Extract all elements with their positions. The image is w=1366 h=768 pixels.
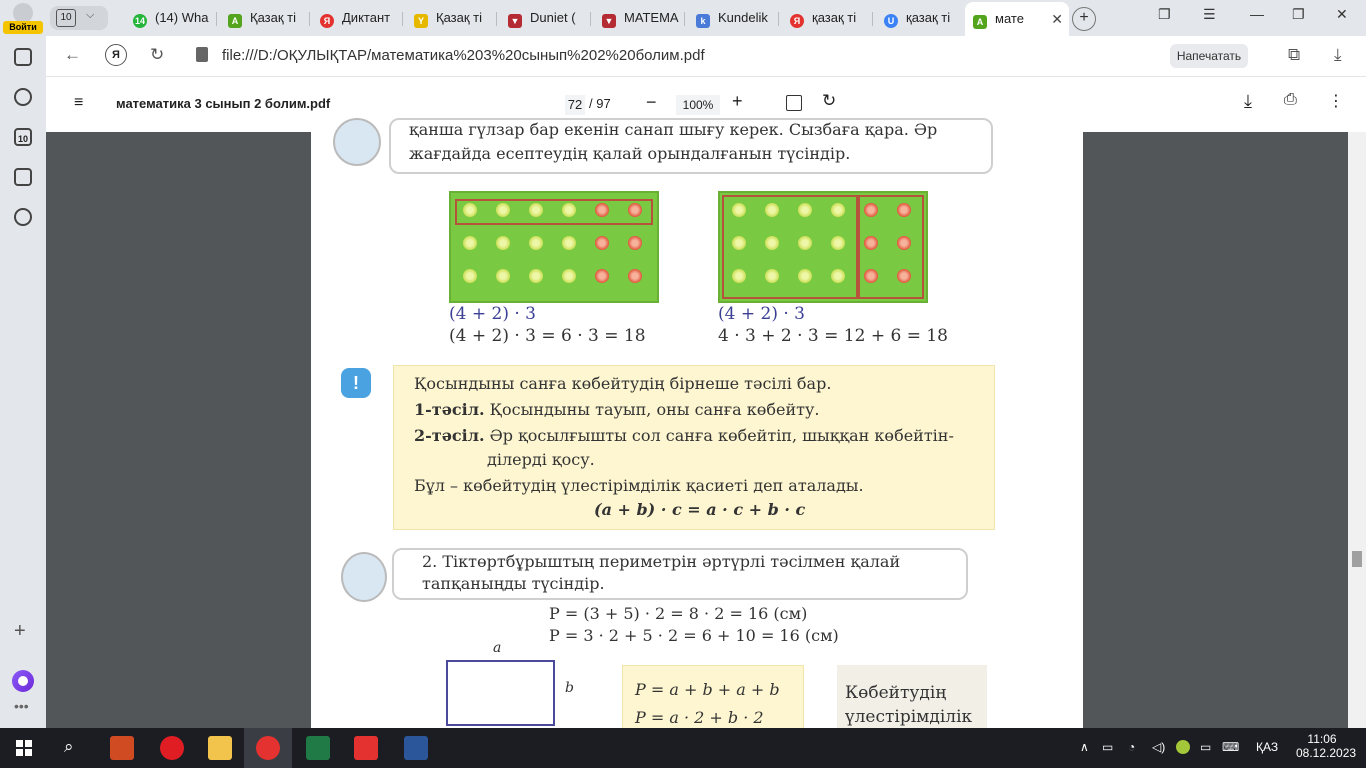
distributive-formula: (a + b) · c = a · c + b · c bbox=[594, 500, 806, 519]
whatsapp-icon: 14 bbox=[134, 16, 145, 26]
kundelik-icon: k bbox=[696, 14, 710, 28]
method-2-continuation: ділерді қосу. bbox=[487, 450, 595, 469]
task2-line-2: тапқаныңды түсіндір. bbox=[422, 574, 605, 593]
menu-icon[interactable]: ≡ bbox=[74, 94, 84, 111]
intro-bubble bbox=[389, 118, 993, 174]
right-calculation: 4 · 3 + 2 · 3 = 12 + 6 = 18 bbox=[718, 326, 948, 346]
page-total: / 97 bbox=[589, 96, 611, 111]
method-1-text: Қосындыны тауып, оны санға көбейту. bbox=[489, 400, 820, 419]
close-tab-icon[interactable]: ✕ bbox=[1051, 11, 1063, 27]
yandex-icon[interactable] bbox=[354, 736, 378, 760]
card-line-1: Көбейтудің bbox=[845, 683, 947, 703]
flower bbox=[831, 269, 845, 283]
flower bbox=[765, 236, 779, 250]
file-icon bbox=[196, 47, 208, 62]
tab-kazakh-3[interactable] bbox=[790, 6, 868, 30]
perimeter-method-1: P = (3 + 5) · 2 = 8 · 2 = 16 (см) bbox=[549, 604, 808, 623]
flower bbox=[765, 269, 779, 283]
network-icon[interactable]: ▭ bbox=[1102, 740, 1114, 754]
pdf-viewer bbox=[46, 120, 1348, 728]
flower bbox=[529, 203, 543, 217]
tab-label: мате bbox=[995, 11, 1024, 26]
sidebar bbox=[0, 36, 46, 728]
site-icon: ▼ bbox=[602, 14, 616, 28]
tab-strip bbox=[0, 0, 1366, 36]
tab-kundelik[interactable] bbox=[696, 6, 774, 30]
flower bbox=[496, 203, 510, 217]
flower bbox=[595, 269, 609, 283]
flower bbox=[798, 269, 812, 283]
tab-label: қазақ ті bbox=[906, 10, 951, 25]
time: 11:06 bbox=[1307, 732, 1337, 746]
flower bbox=[562, 236, 576, 250]
date: 08.12.2023 bbox=[1296, 746, 1357, 760]
flower bbox=[798, 203, 812, 217]
reload-icon[interactable]: ↻ bbox=[150, 45, 165, 64]
scroll-thumb[interactable] bbox=[1352, 551, 1362, 567]
profile-button[interactable] bbox=[0, 0, 46, 36]
pdf-title: математика 3 сынып 2 болим.pdf bbox=[116, 96, 331, 111]
tab-kazakh-2[interactable] bbox=[414, 6, 492, 30]
zoom-in-icon[interactable]: + bbox=[732, 91, 743, 111]
rotate-icon[interactable]: ↻ bbox=[822, 91, 837, 110]
method-2-text: Әр қосылғышты сол санға көбейтіп, шыққан көбейтін- bbox=[489, 426, 954, 445]
tab-count: 10 bbox=[56, 9, 76, 27]
minimize-icon[interactable]: — bbox=[1250, 6, 1264, 22]
rect-side-b: b bbox=[565, 680, 574, 696]
flower bbox=[628, 269, 642, 283]
tab-label: Қазақ ті bbox=[436, 10, 482, 25]
tab-label: Kundelik bbox=[718, 10, 768, 25]
chevron-up-icon[interactable]: ∧ bbox=[1080, 740, 1089, 754]
app-tray-icon[interactable] bbox=[1176, 740, 1190, 754]
file-explorer-icon[interactable] bbox=[208, 736, 232, 760]
share-icon[interactable]: ⧉ bbox=[1288, 45, 1301, 64]
perimeter-method-2: P = 3 · 2 + 5 · 2 = 6 + 10 = 16 (см) bbox=[549, 626, 839, 645]
left-calculation: (4 + 2) · 3 = 6 · 3 = 18 bbox=[449, 326, 646, 346]
flower bbox=[831, 203, 845, 217]
zoom-input[interactable]: 100% bbox=[676, 95, 720, 115]
yandex-button[interactable]: Я bbox=[105, 44, 127, 66]
url-field[interactable]: file:///D:/ОҚУЛЫҚТАР/математика%203%20сынып%202%20болим.pdf bbox=[222, 47, 705, 64]
intro-line-1: қанша гүлзар бар екенін санап шығу керек. Сызбаға қара. Әр bbox=[409, 120, 938, 139]
info-icon: ! bbox=[341, 368, 371, 398]
note-line-1: Қосындыны санға көбейтудің бірнеше тәсілі бар. bbox=[414, 374, 832, 393]
garden-left bbox=[449, 191, 659, 303]
print-icon[interactable]: ⎙ bbox=[1284, 91, 1297, 108]
flower bbox=[864, 203, 878, 217]
menu-icon[interactable]: ☰ bbox=[1203, 6, 1216, 22]
site-icon: U bbox=[884, 14, 898, 28]
flower bbox=[529, 236, 543, 250]
right-expression: (4 + 2) · 3 bbox=[718, 304, 805, 324]
history-icon[interactable] bbox=[14, 88, 32, 106]
close-window-icon[interactable]: ✕ bbox=[1336, 6, 1348, 22]
boy-avatar bbox=[341, 552, 387, 602]
add-icon[interactable]: + bbox=[14, 620, 26, 642]
tab-active-mate[interactable] bbox=[965, 2, 1069, 36]
girl-avatar bbox=[333, 118, 381, 166]
excel-icon[interactable] bbox=[306, 736, 330, 760]
clock[interactable] bbox=[1296, 732, 1357, 760]
method-2-label: 2-тәсіл. bbox=[414, 426, 485, 445]
flower bbox=[732, 236, 746, 250]
download-icon[interactable]: ⤓ bbox=[1244, 91, 1252, 111]
avatar bbox=[13, 3, 33, 23]
screenshot-icon[interactable] bbox=[14, 168, 32, 186]
print-button[interactable]: Напечатать bbox=[1170, 44, 1248, 68]
flower bbox=[463, 269, 477, 283]
flower bbox=[897, 236, 911, 250]
new-tab-button[interactable]: + bbox=[1072, 7, 1096, 31]
volume-icon[interactable]: ◁) bbox=[1152, 740, 1166, 754]
tab-kazakh-4[interactable] bbox=[884, 6, 960, 30]
word-icon[interactable] bbox=[404, 736, 428, 760]
start-icon[interactable] bbox=[16, 740, 32, 756]
rule-statement: Бұл – көбейтудің үлестірімділік қасиеті деп аталады. bbox=[414, 476, 864, 495]
formula-box bbox=[622, 665, 804, 737]
login-label: Войти bbox=[3, 21, 43, 34]
flower bbox=[562, 269, 576, 283]
flower bbox=[595, 203, 609, 217]
yandex-icon: Я bbox=[320, 14, 334, 28]
flower bbox=[732, 203, 746, 217]
flower bbox=[864, 269, 878, 283]
wifi-icon[interactable]: ◔ bbox=[1128, 740, 1136, 754]
opera-icon[interactable] bbox=[160, 736, 184, 760]
yandex-browser-icon[interactable] bbox=[256, 736, 280, 760]
tab-label: Қазақ ті bbox=[250, 10, 296, 25]
tab-label: қазақ ті bbox=[812, 10, 857, 25]
flower bbox=[831, 236, 845, 250]
page-number-input[interactable]: 72 bbox=[565, 95, 585, 115]
flower bbox=[595, 236, 609, 250]
tab-label: Duniet ( bbox=[530, 10, 576, 25]
task2-line-1: 2. Тіктөртбұрыштың периметрін әртүрлі тәсілмен қалай bbox=[422, 552, 901, 571]
left-expression: (4 + 2) · 3 bbox=[449, 304, 536, 324]
vertical-scrollbar[interactable] bbox=[1348, 132, 1366, 728]
flower bbox=[765, 203, 779, 217]
formula-2: P = a · 2 + b · 2 bbox=[635, 708, 764, 727]
app-icon: A bbox=[228, 14, 242, 28]
flower bbox=[897, 269, 911, 283]
tab-label: МАТЕМА bbox=[624, 10, 679, 25]
flower bbox=[529, 269, 543, 283]
tab-duniet[interactable] bbox=[508, 6, 586, 30]
alice-assistant-icon[interactable] bbox=[12, 670, 34, 692]
collections-icon[interactable] bbox=[14, 48, 32, 66]
tab-kazakh-1[interactable] bbox=[228, 6, 306, 30]
tabs-panel-icon[interactable]: ❐ bbox=[1158, 6, 1171, 22]
powerpoint-icon[interactable] bbox=[110, 736, 134, 760]
download-icon[interactable]: ⤓ bbox=[1334, 45, 1342, 64]
more-options-icon[interactable]: ⋮ bbox=[1328, 93, 1344, 110]
flower bbox=[463, 236, 477, 250]
yandex-icon: Я bbox=[790, 14, 804, 28]
flower bbox=[628, 236, 642, 250]
zoom-out-icon[interactable]: − bbox=[646, 92, 657, 112]
card-line-2: үлестірімділік bbox=[845, 707, 973, 727]
rule-note bbox=[393, 365, 995, 530]
flower bbox=[732, 269, 746, 283]
flower bbox=[496, 269, 510, 283]
app-icon: A bbox=[973, 15, 987, 29]
fit-page-icon[interactable] bbox=[786, 95, 802, 111]
fence-row bbox=[455, 199, 653, 225]
method-1-label: 1-тәсіл. bbox=[414, 400, 485, 419]
intro-line-2: жағдайда есептеудің қалай орындалғанын түсіндір. bbox=[409, 144, 851, 163]
property-card bbox=[837, 665, 987, 735]
flower bbox=[864, 236, 878, 250]
windows-taskbar bbox=[0, 728, 1366, 768]
more-icon[interactable]: ••• bbox=[14, 698, 29, 714]
tab-counter-button[interactable] bbox=[50, 6, 108, 30]
keyboard-icon[interactable]: ⌨ bbox=[1222, 740, 1240, 754]
search-icon[interactable]: ⌕ bbox=[64, 737, 74, 756]
tab-label: (14) Wha bbox=[155, 10, 209, 25]
site-icon: Y bbox=[414, 14, 428, 28]
back-icon[interactable]: ← bbox=[64, 45, 81, 64]
garden-right bbox=[718, 191, 928, 303]
tab-matematika[interactable] bbox=[602, 6, 680, 30]
chevron-down-icon: ⌵ bbox=[86, 9, 95, 21]
tab-label: Диктант bbox=[342, 10, 391, 25]
tab-dictant[interactable] bbox=[320, 6, 398, 30]
battery-icon[interactable]: ▭ bbox=[1200, 740, 1212, 754]
flower bbox=[798, 236, 812, 250]
rectangle-figure bbox=[446, 660, 555, 726]
flower bbox=[496, 236, 510, 250]
task2-bubble bbox=[392, 548, 968, 600]
tabs-badge-icon[interactable]: 10 bbox=[14, 128, 32, 146]
flower bbox=[463, 203, 477, 217]
site-icon: ▼ bbox=[508, 14, 522, 28]
restore-icon[interactable]: ❐ bbox=[1292, 6, 1305, 22]
pdf-page bbox=[311, 120, 1083, 728]
formula-1: P = a + b + a + b bbox=[635, 680, 780, 699]
flower bbox=[897, 203, 911, 217]
play-icon[interactable] bbox=[14, 208, 32, 226]
tab-whatsapp[interactable] bbox=[133, 6, 211, 30]
address-bar bbox=[46, 36, 1366, 76]
language-indicator[interactable]: ҚАЗ bbox=[1256, 740, 1279, 754]
rect-side-a: a bbox=[493, 640, 502, 656]
flower bbox=[562, 203, 576, 217]
flower bbox=[628, 203, 642, 217]
